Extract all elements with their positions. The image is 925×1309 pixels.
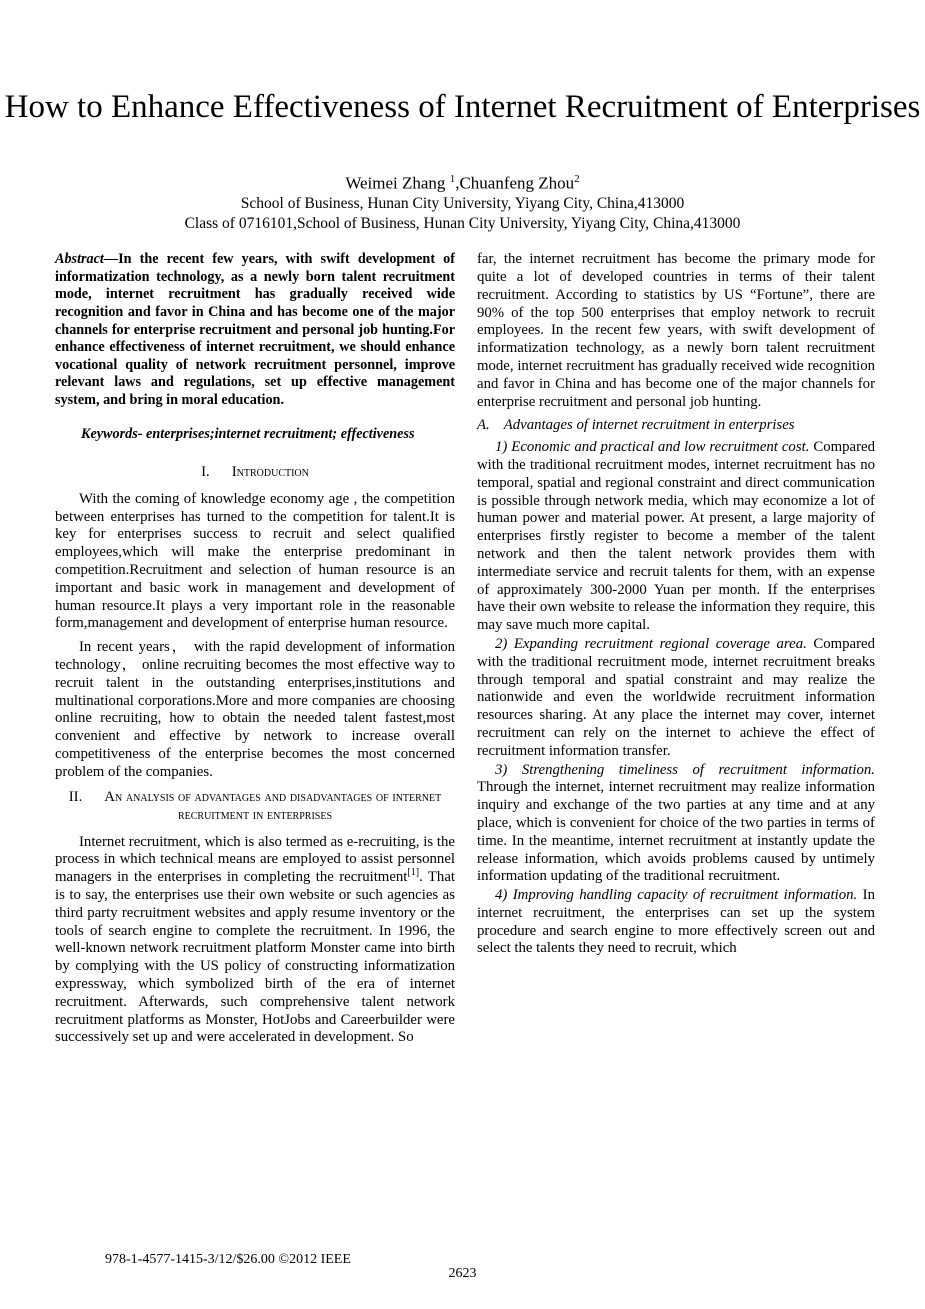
paper-title: How to Enhance Effectiveness of Internet Recruitment of Enterprises	[4, 89, 921, 125]
abstract-paragraph	[55, 251, 455, 409]
point-text: Compared with the traditional recruitment modes, internet recruitment has no temporal, spatial and regional constraint and direct communication is possible through network media, which may economize a lot of human power and material power. At present, a large majority of enterprises firstly register to become a member of the talent network and then the talent network provides them with intermediate service and recruit talents for them, with an expense of approximately 300-2000 Yuan per month. If the enterprises have their own website to release the information they require, this may save much more capital.	[477, 439, 875, 634]
point-text: In internet recruitment, the enterprises can set up the system procedure and search engine to more effectively screen out and select the talents they need to recruit, which	[477, 887, 875, 957]
two-column-body	[0, 251, 925, 1053]
point-lead: 3) Strengthening timeliness of recruitment information.	[495, 761, 875, 778]
subsection-title: Advantages of internet recruitment in enterprises	[503, 417, 795, 434]
right-column	[477, 251, 875, 1053]
analysis-paragraph	[55, 834, 455, 1048]
advantage-point-4	[477, 887, 875, 958]
advantage-point-2	[477, 636, 875, 761]
point-text: Through the internet, internet recruitment may realize information inquiry and exchange of the two parties at any time and at any place, which is convenient for choice of the two parties in terms of time. In the meantime, internet recruitment at instantly update the release information, which avoids problems caused by untimely information updating of the traditional recruitment.	[477, 779, 875, 885]
intro-paragraph-1: With the coming of knowledge economy age , the competition between enterprises has turned to the competition for talent.It is key for enterprises success to recruit and select qualified employees,which will make the enterprise predominant in competition.Recruitment and selection of human resource is an important and basic work in management and development of human resource.It plays a very important role in the reasonable form,management and development of enterprise human resource.	[55, 490, 455, 632]
page-number: 2623	[448, 1266, 477, 1281]
point-lead: 1) Economic and practical and low recruitment cost.	[495, 439, 814, 456]
section-number: I.	[201, 464, 210, 481]
advantage-point-1	[477, 439, 875, 635]
affiliation-line-1: School of Business, Hunan City University, Yiyang City, China,413000	[240, 195, 685, 213]
author-superscript-1: 1	[449, 172, 456, 185]
author-separator: ,	[455, 173, 460, 193]
abstract-text: In the recent few years, with swift development of informatization technology, as a newly born talent recruitment mode, internet recruitment has gradually received wide recognition and favor in China and has become one of the major channels for enterprise recruitment and personal job hunting.For enhance effectiveness of internet recruitment, we should enhance vocational quality of network recruitment personnel, improve relevant laws and regulations, set up effective management system, and bring in moral education.	[55, 251, 455, 408]
subsection-number: A.	[477, 417, 490, 434]
section-heading-introduction	[63, 463, 447, 482]
citation-ref-1: [1]	[407, 867, 420, 879]
intro-paragraph-2: In recent years， with the rapid development of information technology， online recruiting becomes the most effective way to recruit talent in the outstanding enterprises,institutions and multinational corporations.More and more companies are choosing online recruiting, how to obtain the needed talent fastest,most convenient and effective by network to increase overall competitiveness of the enterprise becomes the most concerned problem of the companies.	[55, 639, 455, 780]
point-lead: 2) Expanding recruitment regional coverage area.	[495, 635, 814, 652]
author-superscript-2: 2	[574, 172, 580, 185]
affiliation-line-2: Class of 0716101,School of Business, Hunan City University, Yiyang City, China,413000	[184, 215, 741, 233]
subsection-heading-advantages	[477, 417, 875, 435]
analysis-text-after-ref: . That is to say, the enterprises use their own website or such agencies as third party recruitment websites and apply resume inventory or the tools of search engine to complete the recruitment. In 1996, the well-known network recruitment platform Monster came into birth by complying with the US policy of constructing informatization expressway, which symbolized birth of the era of internet recruitment. Afterwards, such comprehensive talent network recruitment platforms as Monster, HotJobs and Careerbuilder were successively set up and were accelerated in development. So	[55, 869, 456, 1046]
author-block	[0, 168, 925, 235]
analysis-text-before-ref: Internet recruitment, which is also termed as e-recruiting, is the process in which technical means are employed to assist personnel managers in the enterprises in completing the recruitment	[55, 833, 455, 886]
section-title: Introduction	[231, 464, 309, 481]
author-name-2: Chuanfeng Zhou	[459, 173, 575, 193]
left-column	[55, 251, 455, 1053]
advantage-point-3	[477, 762, 875, 887]
keywords-line: Keywords- enterprises;internet recruitment; effectiveness	[81, 425, 415, 442]
author-name-1: Weimei Zhang	[345, 173, 450, 193]
continuation-paragraph: far, the internet recruitment has become the primary mode for quite a lot of developed countries in terms of their talent recruitment. According to statistics by US “Fortune”, there are 90% of the top 500 enterprises that employ network to recruit employees. In the recent few years, with swift development of informatization technology, as a newly born talent recruitment mode, internet recruitment has gradually received wide recognition and favor in China and has become one of the major channels for enterprise recruitment and personal job hunting.	[477, 251, 875, 410]
point-lead: 4) Improving handling capacity of recruitment information.	[495, 887, 863, 904]
section-number: II.	[68, 788, 83, 805]
author-names	[0, 168, 925, 195]
section-title: An analysis of advantages and disadvantages of internet recruitment in enterprises	[104, 788, 442, 824]
section-heading-analysis	[63, 788, 447, 825]
copyright-notice: 978-1-4577-1415-3/12/$26.00 ©2012 IEEE	[105, 1252, 351, 1267]
abstract-label: Abstract—	[55, 251, 119, 268]
point-text: Compared with the traditional recruitment mode, internet recruitment breaks through temporal and spatial constraint and may realize the nationwide and even the worldwide recruitment information resources sharing. At any place the internet may cover, internet recruitment can rely on the internet to achieve the effect of recruitment information transfer.	[477, 635, 875, 759]
